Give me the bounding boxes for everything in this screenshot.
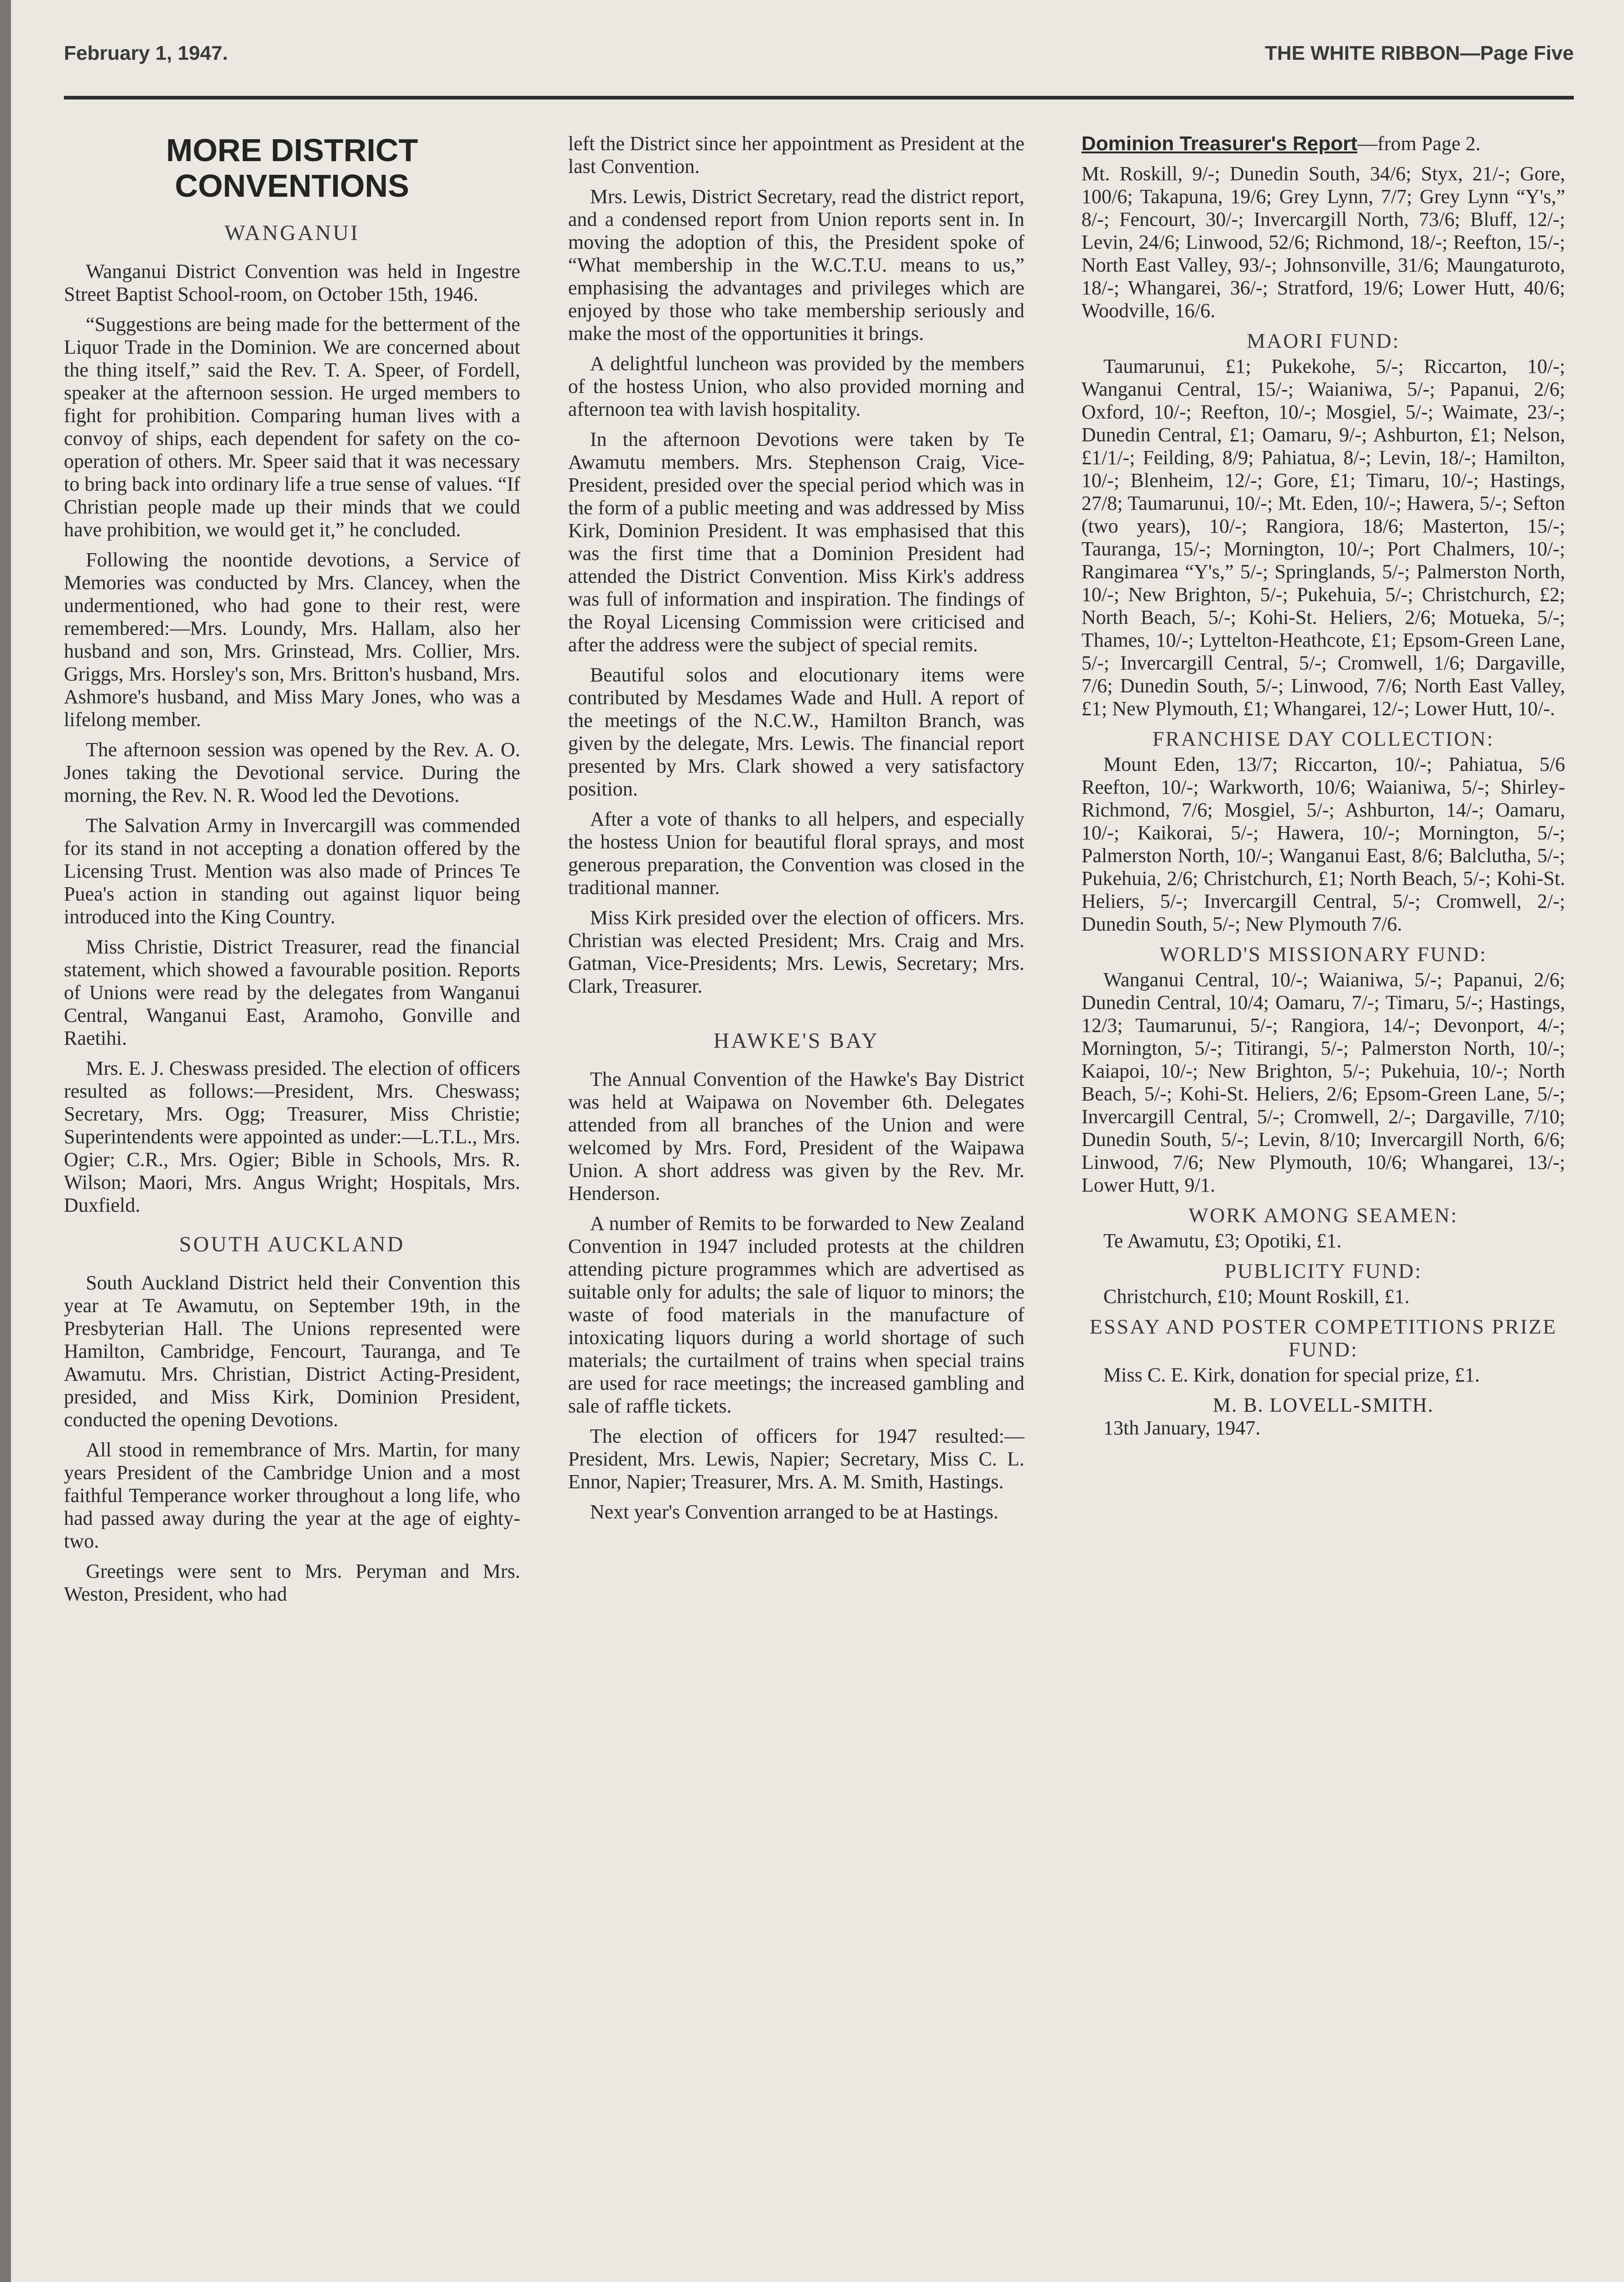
paragraph: After a vote of thanks to all helpers, and especially the hostess Union for beautiful floral sprays, and most generous preparation, the Convention was closed in the traditional manner. — [568, 808, 1024, 899]
missionary-fund-entries: Wanganui Central, 10/-; Waianiwa, 5/-; Papanui, 2/6; Dunedin Central, 10/4; Oamaru, 7/-; Timaru, 5/-; Hastings, 12/3; Taumarunui, 5/-; Rangiora, 14/-; Devonport, 4/-; Mornington, 5/-; Titirangi, 5/-; Palmerston North, 10/-; Kaiapoi, 10/-; New Brighton, 5/-; Pukehuia, 10/-; North Beach, 5/-; Kohi-St. Heliers, 2/6; Epsom-Green Lane, 5/-; Invercargill Central, 5/-; Cromwell, 2/-; Dargaville, 7/10; Dunedin South, 5/-; Levin, 8/10; Invercargill North, 6/6; Linwood, 7/6; New Plymouth, 10/6; Whangarei, 13/-; Lower Hutt, 9/1. — [1081, 968, 1565, 1196]
signature: M. B. LOVELL-SMITH. — [1212, 1394, 1434, 1416]
article-title: MORE DISTRICT CONVENTIONS — [166, 132, 418, 204]
paragraph: left the District since her appointment as President at the last Convention. — [568, 132, 1024, 178]
seamen-heading: WORK AMONG SEAMEN: — [1188, 1204, 1458, 1227]
paragraph: Miss Christie, District Treasurer, read the financial statement, which showed a favourable position. Reports of Unions were read by the delegates from Wanganui Central, Wanganui East, Aramoho, Gonville and Raetihi. — [64, 936, 520, 1049]
signature-date: 13th January, 1947. — [1103, 1417, 1261, 1439]
paragraph: “Suggestions are being made for the betterment of the Liquor Trade in the Dominion. We are concerned about the thing itself,” said the Rev. T. A. Speer, of Fordell, speaker at the afternoon session. He urged members to fight for prohibition. Comparing human lives with a convoy of ships, each dependent for safety on the co-operation of others. Mr. Speer said that it was necessary to bring back into ordinary life a true sense of values. “If Christian people made up their minds that we could have prohibition, we would get it,” he concluded. — [64, 313, 520, 541]
paragraph: Following the noontide devotions, a Service of Memories was conducted by Mrs. Clancey, when the undermentioned, who had gone to their rest, were remembered:—Mrs. Loundy, Mrs. Hallam, also her husband and son, Mrs. Grinstead, Mrs. Collier, Mrs. Griggs, Mrs. Horsley's son, Mrs. Britton's husband, Mrs. Ashmore's husband, and Miss Mary Jones, who was a lifelong member. — [64, 549, 520, 731]
missionary-fund-heading: WORLD'S MISSIONARY FUND: — [1159, 942, 1487, 966]
paragraph: Wanganui District Convention was held in Ingestre Street Baptist School-room, on October 15th, 1946. — [64, 260, 520, 305]
paragraph: In the afternoon Devotions were taken by Te Awamutu members. Mrs. Stephenson Craig, Vice-President, presided over the special period which was in the form of a public meeting and was addressed by Miss Kirk, Dominion President. It was emphasised that this was the first time that a Dominion President had attended the District Convention. Miss Kirk's address was full of information and inspiration. The findings of the Royal Licensing Commission were criticised and after the address were the subject of special remits. — [568, 428, 1024, 656]
paragraph: South Auckland District held their Convention this year at Te Awamutu, on September 19th, in the Presbyterian Hall. The Unions represented were Hamilton, Cambridge, Fencourt, Tauranga, and Te Awamutu. Mrs. Christian, District Acting-President, presided, and Miss Kirk, Dominion President, conducted the opening Devotions. — [64, 1272, 520, 1431]
paragraph: All stood in remembrance of Mrs. Martin, for many years President of the Cambridge Union and a most faithful Temperance worker throughout a long life, who had passed away during the year at the age of eighty-two. — [64, 1439, 520, 1552]
franchise-day-heading: FRANCHISE DAY COLLECTION: — [1152, 727, 1494, 750]
essay-poster-fund-entries: Miss C. E. Kirk, donation for special prize, £1. — [1103, 1364, 1480, 1386]
essay-poster-fund-heading: ESSAY AND POSTER COMPETITIONS PRIZE FUND: — [1089, 1315, 1557, 1361]
page-binding-edge — [0, 0, 11, 2282]
column-2 — [568, 132, 1024, 1531]
maori-fund-entries: Taumarunui, £1; Pukekohe, 5/-; Riccarton, 10/-; Wanganui Central, 15/-; Waianiwa, 5/-; Papanui, 2/6; Oxford, 10/-; Reefton, 10/-; Mosgiel, 5/-; Waimate, 23/-; Dunedin Central, £1; Oamaru, 9/-; Ashburton, £1; Nelson, £1/1/-; Feilding, 8/9; Pahiatua, 8/-; Levin, 18/-; Hamilton, 10/-; Blenheim, 12/-; Gore, £1; Timaru, 10/-; Hastings, 27/8; Taumarunui, 10/-; Mt. Eden, 10/-; Hawera, 5/-; Sefton (two years), 10/-; Rangiora, 18/6; Masterton, 15/-; Tauranga, 15/-; Mornington, 10/-; Port Chalmers, 10/-; Rangimarea “Y's,” 5/-; Springlands, 5/-; Palmerston North, 10/-; New Brighton, 5/-; Pukehuia, 5/-; Christchurch, £2; North Beach, 5/-; Kohi-St. Heliers, 2/6; Motueka, 5/-; Thames, 10/-; Lyttelton-Heathcote, £1; Epsom-Green Lane, 5/-; Invercargill Central, 5/-; Cromwell, 1/6; Dargaville, 7/6; Dunedin South, 5/-; Linwood, 7/6; North East Valley, £1; New Plymouth, £1; Whangarei, 12/-; Lower Hutt, 10/-. — [1081, 355, 1565, 720]
column-1 — [64, 132, 520, 1613]
paragraph: The election of officers for 1947 resulted:—President, Mrs. Lewis, Napier; Secretary, Miss C. L. Ennor, Napier; Treasurer, Mrs. A. M. Smith, Hastings. — [568, 1425, 1024, 1493]
seamen-entries: Te Awamutu, £3; Opotiki, £1. — [1103, 1230, 1342, 1252]
report-title: Dominion Treasurer's Report — [1081, 132, 1358, 155]
publicity-fund-entries: Christchurch, £10; Mount Roskill, £1. — [1103, 1285, 1410, 1308]
issue-date: February 1, 1947. — [64, 42, 228, 64]
header-rule — [64, 96, 1574, 99]
column-3 — [1081, 132, 1565, 1447]
paragraph: Beautiful solos and elocutionary items were contributed by Mesdames Wade and Hull. A report of the meetings of the N.C.W., Hamilton Branch, was given by the delegate, Mrs. Lewis. The financial report presented by Mrs. Clark showed a very satisfactory position. — [568, 664, 1024, 800]
paragraph: Greetings were sent to Mrs. Peryman and Mrs. Weston, President, who had — [64, 1560, 520, 1605]
paragraph: A number of Remits to be forwarded to New Zealand Convention in 1947 included protests at the children attending picture programmes which are advertised as suitable only for adults; the sale of liquor to minors; the waste of food materials in the manufacture of intoxicating liquors during a world shortage of such materials; the curtailment of trains when special trains are used for race meetings; the increased gambling and sale of raffle tickets. — [568, 1212, 1024, 1417]
publication-page-label: THE WHITE RIBBON—Page Five — [1264, 42, 1574, 64]
section-heading-hawkes-bay: HAWKE'S BAY — [713, 1029, 879, 1053]
paragraph: The afternoon session was opened by the Rev. A. O. Jones taking the Devotional service. During the morning, the Rev. N. R. Wood led the Devotions. — [64, 738, 520, 806]
paragraph: A delightful luncheon was provided by the members of the hostess Union, who also provided morning and afternoon tea with lavish hospitality. — [568, 352, 1024, 420]
franchise-day-entries: Mount Eden, 13/7; Riccarton, 10/-; Pahiatua, 5/6 Reefton, 10/-; Warkworth, 10/6; Waianiwa, 5/-; Shirley-Richmond, 7/6; Mosgiel, 5/-; Ashburton, 14/-; Oamaru, 10/-; Kaikorai, 5/-; Hawera, 10/-; Mornington, 5/-; Palmerston North, 10/-; Wanganui East, 8/6; Balclutha, 5/-; Pukehuia, 2/6; Christchurch, £1; North Beach, 5/-; Kohi-St. Heliers, 5/-; Invercargill Central, 5/-; Cromwell, 2/-; Dunedin South, 5/-; New Plymouth 7/6. — [1081, 753, 1565, 935]
section-heading-south-auckland: SOUTH AUCKLAND — [179, 1232, 405, 1256]
report-continuation: —from Page 2. — [1357, 132, 1481, 155]
report-entries: Mt. Roskill, 9/-; Dunedin South, 34/6; Styx, 21/-; Gore, 100/6; Takapuna, 19/6; Grey Lynn, 7/7; Grey Lynn “Y's,” 8/-; Fencourt, 30/-; Invercargill North, 73/6; Bluff, 12/-; Levin, 24/6; Linwood, 52/6; Richmond, 18/-; Reefton, 15/-; North East Valley, 93/-; Johnsonville, 31/6; Maungaturoto, 18/-; Whangarei, 36/-; Stratford, 19/6; Lower Hutt, 40/6; Woodville, 16/6. — [1081, 162, 1565, 322]
treasurer-report-heading — [1081, 132, 1565, 155]
publicity-fund-heading: PUBLICITY FUND: — [1224, 1259, 1422, 1282]
paragraph: Next year's Convention arranged to be at Hastings. — [590, 1501, 999, 1523]
section-heading-wanganui: WANGANUI — [225, 221, 360, 245]
paragraph: Mrs. E. J. Cheswass presided. The election of officers resulted as follows:—President, Mrs. Cheswass; Secretary, Mrs. Ogg; Treasurer, Miss Christie; Superintendents were appointed as under:—L.T.L., Mrs. Ogier; C.R., Mrs. Ogier; Bible in Schools, Mrs. R. Wilson; Maori, Mrs. Angus Wright; Hospitals, Mrs. Duxfield. — [64, 1057, 520, 1216]
paragraph: The Salvation Army in Invercargill was commended for its stand in not accepting a donation offered by the Licensing Trust. Mention was also made of Princes Te Puea's action in standing out against liquor being introduced into the King Country. — [64, 814, 520, 928]
paragraph: The Annual Convention of the Hawke's Bay District was held at Waipawa on November 6th. Delegates attended from all branches of the Union and were welcomed by Mrs. Ford, President of the Waipawa Union. A short address was given by the Rev. Mr. Henderson. — [568, 1068, 1024, 1204]
maori-fund-heading: MAORI FUND: — [1247, 329, 1400, 352]
paragraph: Mrs. Lewis, District Secretary, read the district report, and a condensed report from Union reports sent in. In moving the adoption of this, the President spoke of “What membership in the W.C.T.U. means to us,” emphasising the advantages and privileges which are enjoyed by those who take membership seriously and make the most of the opportunities it brings. — [568, 185, 1024, 345]
paragraph: Miss Kirk presided over the election of officers. Mrs. Christian was elected President; Mrs. Craig and Mrs. Gatman, Vice-Presidents; Mrs. Lewis, Secretary; Mrs. Clark, Treasurer. — [568, 906, 1024, 997]
